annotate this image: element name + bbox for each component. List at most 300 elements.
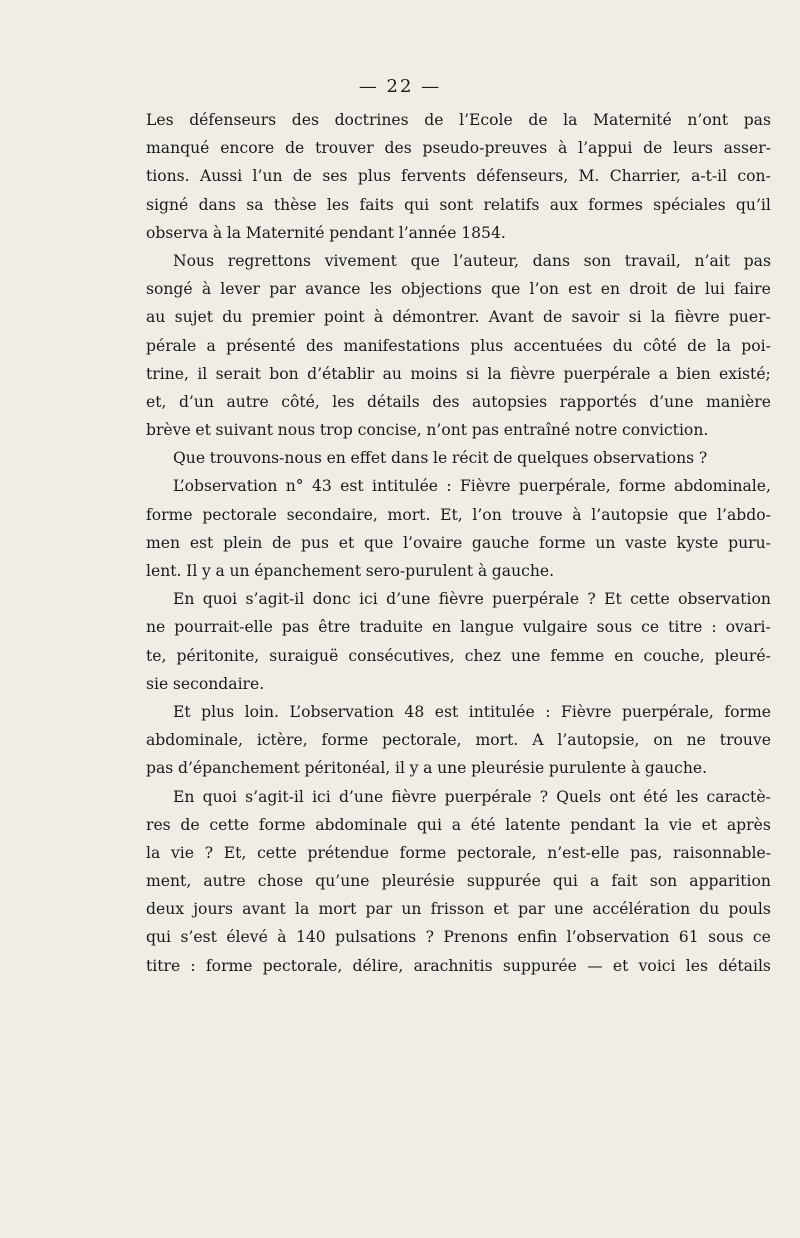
page-number: — 22 — bbox=[358, 76, 442, 97]
word: la bbox=[294, 900, 310, 919]
word: ont bbox=[609, 787, 636, 806]
word: l’on bbox=[472, 505, 502, 524]
word: la bbox=[716, 336, 731, 355]
word: épanchement bbox=[254, 562, 362, 580]
word: de bbox=[424, 111, 444, 129]
word: existé; bbox=[719, 364, 771, 383]
word: élevé bbox=[226, 928, 268, 947]
text-line bbox=[146, 783, 771, 811]
word: sero-purulent bbox=[365, 562, 474, 580]
word: abdominale, bbox=[674, 477, 771, 496]
word: l’un bbox=[252, 167, 283, 186]
word: abdominale bbox=[315, 815, 408, 834]
word: qui bbox=[552, 872, 578, 891]
word: trop bbox=[319, 421, 353, 440]
word: est bbox=[340, 477, 364, 496]
word: du bbox=[699, 900, 720, 919]
word: délire, bbox=[352, 956, 404, 975]
word: à bbox=[277, 928, 287, 947]
word: de bbox=[528, 111, 548, 129]
word: puerpérale, bbox=[518, 477, 611, 496]
word: et bbox=[195, 421, 211, 440]
word: loin. bbox=[244, 702, 280, 721]
word: puerpérale, bbox=[622, 702, 714, 721]
word: récit bbox=[451, 449, 489, 468]
word: dans bbox=[198, 195, 236, 214]
word: pus bbox=[301, 533, 330, 552]
text-line bbox=[146, 923, 771, 951]
word: 48 bbox=[404, 702, 425, 721]
word: forme bbox=[539, 533, 586, 552]
word: la bbox=[487, 364, 502, 383]
word: après bbox=[726, 815, 771, 834]
word: est bbox=[434, 702, 459, 721]
word: que bbox=[491, 280, 521, 299]
word: qui bbox=[146, 928, 172, 947]
word: manifestations bbox=[343, 336, 460, 355]
word: — bbox=[587, 956, 603, 975]
word: concise, bbox=[357, 421, 422, 440]
word: en bbox=[614, 646, 634, 665]
word: s’agit-il bbox=[245, 590, 305, 609]
word: a-t-il bbox=[691, 167, 728, 186]
word: été bbox=[643, 787, 669, 806]
word: pendant bbox=[570, 815, 636, 834]
word: Et bbox=[604, 590, 622, 609]
word: observa bbox=[146, 223, 209, 242]
word: une bbox=[437, 759, 467, 778]
word: être bbox=[318, 618, 351, 637]
word: si bbox=[628, 308, 642, 327]
word: nous bbox=[277, 421, 316, 440]
text-line bbox=[146, 557, 771, 585]
word: la bbox=[644, 815, 660, 834]
word: de bbox=[180, 815, 200, 834]
word: ? bbox=[425, 928, 434, 947]
word: ici bbox=[312, 787, 331, 806]
word: sous bbox=[708, 928, 744, 947]
word: pas bbox=[743, 251, 771, 270]
word: manqué bbox=[146, 139, 210, 158]
word: 1854. bbox=[461, 223, 506, 242]
word: pectorale bbox=[202, 505, 277, 524]
word: quoi bbox=[202, 590, 238, 609]
word: fervents bbox=[401, 167, 466, 186]
word: cette bbox=[630, 590, 670, 609]
word: l’on bbox=[529, 280, 559, 299]
word: on bbox=[653, 731, 673, 750]
text-line bbox=[146, 416, 771, 444]
word: L’observation bbox=[173, 477, 278, 496]
word: Et bbox=[173, 702, 191, 721]
word: autre bbox=[226, 392, 269, 411]
word: ce bbox=[752, 928, 771, 947]
word: quoi bbox=[202, 787, 237, 806]
word: intitulée bbox=[468, 702, 535, 721]
word: consécutives, bbox=[348, 646, 455, 665]
word: la bbox=[563, 111, 578, 129]
word: puerpérale bbox=[563, 364, 651, 383]
word: une bbox=[511, 646, 541, 665]
word: sie bbox=[146, 674, 169, 693]
word: chose bbox=[257, 872, 304, 891]
word: A bbox=[532, 731, 544, 750]
word: qu’il bbox=[735, 195, 771, 214]
word: de bbox=[643, 139, 663, 158]
word: vie bbox=[170, 843, 195, 862]
word: l’appui bbox=[578, 139, 633, 158]
word: Maternité bbox=[593, 111, 672, 129]
word: puerpérale bbox=[444, 787, 532, 806]
text-line bbox=[146, 867, 771, 895]
word: les bbox=[332, 392, 355, 411]
text-line bbox=[146, 670, 771, 698]
word: côté, bbox=[281, 392, 320, 411]
word: a bbox=[206, 336, 216, 355]
word: Fièvre bbox=[561, 702, 612, 721]
word: fait bbox=[611, 872, 638, 891]
word: bien bbox=[676, 364, 711, 383]
word: pectorale, bbox=[382, 731, 462, 750]
word: d’une bbox=[386, 590, 431, 609]
word: 43 bbox=[311, 477, 332, 496]
word: observation bbox=[678, 590, 771, 609]
word: péritonéal, bbox=[304, 759, 391, 778]
text-line bbox=[146, 754, 771, 782]
word: moins bbox=[410, 364, 458, 383]
word: signé bbox=[146, 195, 189, 214]
word: il bbox=[394, 759, 405, 778]
word: n° bbox=[285, 477, 304, 496]
word: rapportés bbox=[559, 392, 637, 411]
word: trouvons-nous bbox=[209, 449, 322, 468]
word: suppurée bbox=[502, 956, 577, 975]
word: plein bbox=[223, 533, 263, 552]
text-line bbox=[146, 529, 771, 557]
word: quelques bbox=[517, 449, 589, 468]
word: forme bbox=[321, 731, 369, 750]
word: pourrait-elle bbox=[174, 618, 273, 637]
word: autopsies bbox=[471, 392, 548, 411]
word: de bbox=[542, 308, 563, 327]
word: n’ait bbox=[694, 251, 731, 270]
word: de bbox=[285, 139, 305, 158]
word: en bbox=[431, 618, 452, 637]
word: leurs bbox=[673, 139, 713, 158]
text-line bbox=[146, 332, 771, 360]
word: côté bbox=[643, 336, 677, 355]
word: est bbox=[568, 280, 592, 299]
word: avance bbox=[305, 280, 361, 299]
word: Avant bbox=[488, 308, 534, 327]
word: d’épanchement bbox=[177, 759, 300, 778]
word: qui bbox=[404, 195, 430, 214]
word: pectorale, bbox=[456, 843, 537, 862]
word: travail, bbox=[624, 251, 681, 270]
word: et bbox=[493, 900, 509, 919]
text-line bbox=[146, 839, 771, 867]
word: 140 bbox=[295, 928, 326, 947]
word: pleurésie bbox=[381, 872, 455, 891]
word: des bbox=[291, 111, 319, 129]
word: Nous bbox=[173, 251, 215, 270]
text-line bbox=[146, 106, 771, 134]
word: plus bbox=[357, 167, 391, 186]
word: vaste bbox=[625, 533, 667, 552]
word: donc bbox=[312, 590, 351, 609]
word: kyste bbox=[676, 533, 719, 552]
word: sous bbox=[596, 618, 633, 637]
word: trouve bbox=[719, 731, 771, 750]
word: cette bbox=[257, 843, 297, 862]
word: : bbox=[545, 702, 551, 721]
word: à bbox=[373, 308, 384, 327]
text-line bbox=[146, 303, 771, 331]
word: n’est-elle bbox=[547, 843, 620, 862]
word: Charrier, bbox=[609, 167, 681, 186]
word: Les bbox=[146, 111, 174, 129]
word: purulente bbox=[548, 759, 627, 778]
word: par bbox=[518, 900, 545, 919]
text-line bbox=[146, 191, 771, 219]
word: savoir bbox=[571, 308, 620, 327]
word: si bbox=[465, 364, 479, 383]
word: voici bbox=[638, 956, 676, 975]
word: en bbox=[600, 280, 621, 299]
word: faire bbox=[734, 280, 771, 299]
word: : bbox=[711, 618, 717, 637]
word: Quels bbox=[556, 787, 602, 806]
word: pleuré- bbox=[714, 646, 771, 665]
word: te, bbox=[146, 646, 167, 665]
word: un bbox=[595, 533, 616, 552]
word: a bbox=[423, 759, 433, 778]
word: Que bbox=[173, 449, 206, 468]
word: son bbox=[649, 872, 678, 891]
word: par bbox=[365, 900, 393, 919]
word: est bbox=[189, 533, 214, 552]
word: femme bbox=[550, 646, 605, 665]
word: lui bbox=[704, 280, 725, 299]
word: suppurée bbox=[466, 872, 541, 891]
word: la bbox=[146, 843, 161, 862]
word: regrettons bbox=[227, 251, 312, 270]
word: brève bbox=[146, 421, 191, 440]
text-line bbox=[146, 613, 771, 641]
word: gauche. bbox=[644, 759, 708, 778]
word: : bbox=[446, 477, 452, 496]
word: l’Ecole bbox=[459, 111, 513, 129]
word: les bbox=[369, 280, 392, 299]
word: suraiguë bbox=[269, 646, 339, 665]
word: il bbox=[197, 364, 208, 383]
word: mort. bbox=[475, 731, 519, 750]
word: fièvre bbox=[674, 308, 720, 327]
word: res bbox=[146, 815, 171, 834]
word: ? bbox=[539, 787, 549, 806]
word: détails bbox=[367, 392, 420, 411]
word: vulgaire bbox=[522, 618, 588, 637]
word: y bbox=[201, 562, 211, 580]
word: notre bbox=[574, 421, 618, 440]
text-line bbox=[146, 642, 771, 670]
word: accélération bbox=[592, 900, 691, 919]
word: de bbox=[687, 336, 707, 355]
word: y bbox=[409, 759, 419, 778]
text-line bbox=[146, 895, 771, 923]
word: tions. bbox=[146, 167, 190, 186]
word: ici bbox=[359, 590, 378, 609]
word: s’est bbox=[180, 928, 217, 947]
text-line bbox=[146, 472, 771, 500]
word: qui bbox=[416, 815, 442, 834]
word: faits bbox=[359, 195, 394, 214]
word: formes bbox=[588, 195, 643, 214]
word: et bbox=[612, 956, 629, 975]
word: men bbox=[146, 533, 181, 552]
word: forme bbox=[258, 815, 306, 834]
word: 61 bbox=[678, 928, 699, 947]
text-line bbox=[146, 360, 771, 388]
word: au bbox=[146, 308, 166, 327]
word: de bbox=[493, 449, 513, 468]
word: défenseurs bbox=[189, 111, 277, 129]
word: Fièvre bbox=[459, 477, 511, 496]
word: a bbox=[658, 364, 669, 383]
text-line bbox=[146, 952, 771, 980]
word: et bbox=[701, 815, 718, 834]
word: forme bbox=[619, 477, 666, 496]
word: présenté bbox=[226, 336, 296, 355]
word: cette bbox=[209, 815, 250, 834]
word: vivement bbox=[324, 251, 397, 270]
word: encore bbox=[220, 139, 275, 158]
word: à bbox=[201, 280, 212, 299]
word: l’auteur, bbox=[453, 251, 520, 270]
word: songé bbox=[146, 280, 193, 299]
word: a bbox=[215, 562, 225, 580]
word: langue bbox=[460, 618, 514, 637]
word: n’ont bbox=[426, 421, 468, 440]
word: que bbox=[364, 533, 394, 552]
word: deux bbox=[146, 900, 185, 919]
word: autre bbox=[203, 872, 246, 891]
word: en bbox=[326, 449, 346, 468]
word: forme bbox=[146, 505, 193, 524]
word: En bbox=[173, 787, 195, 806]
word: trouver bbox=[315, 139, 374, 158]
text-line bbox=[146, 811, 771, 839]
word: pas bbox=[471, 421, 500, 440]
word: secondaire. bbox=[172, 674, 265, 693]
word: pectorale, bbox=[262, 956, 343, 975]
word: d’une bbox=[649, 392, 694, 411]
word: de bbox=[292, 167, 313, 186]
word: vie bbox=[668, 815, 692, 834]
word: poi- bbox=[741, 336, 771, 355]
word: Il bbox=[186, 562, 198, 580]
word: l’ovaire bbox=[403, 533, 463, 552]
word: pérale bbox=[146, 336, 197, 355]
word: frisson bbox=[430, 900, 485, 919]
word: pulsations bbox=[335, 928, 417, 947]
word: serait bbox=[215, 364, 261, 383]
word: fièvre bbox=[391, 787, 437, 806]
word: démontrer. bbox=[392, 308, 480, 327]
word: été bbox=[470, 815, 496, 834]
word: à bbox=[477, 562, 488, 580]
word: qu’une bbox=[315, 872, 370, 891]
word: plus bbox=[201, 702, 235, 721]
word: à bbox=[212, 223, 223, 242]
word: sa bbox=[246, 195, 264, 214]
word: les bbox=[685, 956, 708, 975]
word: plus bbox=[470, 336, 504, 355]
word: prétendue bbox=[307, 843, 389, 862]
word: premier bbox=[251, 308, 315, 327]
word: à bbox=[630, 759, 641, 778]
word: et, bbox=[146, 392, 167, 411]
word: par bbox=[269, 280, 296, 299]
word: enfin bbox=[517, 928, 558, 947]
word: En bbox=[173, 590, 195, 609]
word: accentuées bbox=[513, 336, 603, 355]
word: aux bbox=[549, 195, 578, 214]
word: entraîné bbox=[503, 421, 571, 440]
word: chez bbox=[464, 646, 502, 665]
word: titre bbox=[668, 618, 703, 637]
word: arachnitis bbox=[413, 956, 493, 975]
word: apparition bbox=[689, 872, 771, 891]
word: conviction. bbox=[621, 421, 709, 440]
word: objections bbox=[401, 280, 482, 299]
word: M. bbox=[578, 167, 600, 186]
word: l’abdo- bbox=[717, 505, 771, 524]
word: du bbox=[612, 336, 633, 355]
word: avant bbox=[242, 900, 286, 919]
word: les bbox=[326, 195, 350, 214]
word: droit bbox=[629, 280, 668, 299]
word: suivant bbox=[215, 421, 273, 440]
word: traduite bbox=[359, 618, 423, 637]
text-line bbox=[146, 162, 771, 190]
word: bon bbox=[269, 364, 299, 383]
word: ? bbox=[587, 590, 596, 609]
word: puerpérale bbox=[492, 590, 580, 609]
word: relatifs bbox=[483, 195, 540, 214]
word: au bbox=[382, 364, 402, 383]
word: asser- bbox=[723, 139, 771, 158]
word: détails bbox=[718, 956, 771, 975]
word: pas, bbox=[630, 843, 663, 862]
word: point bbox=[323, 308, 365, 327]
word: des bbox=[432, 392, 460, 411]
word: mort bbox=[318, 900, 357, 919]
text-line bbox=[146, 134, 771, 162]
word: doctrines bbox=[334, 111, 409, 129]
word: titre bbox=[146, 956, 181, 975]
word: lent. bbox=[146, 562, 182, 580]
word: gauche bbox=[471, 533, 530, 552]
word: pas bbox=[146, 759, 174, 778]
word: latente bbox=[505, 815, 561, 834]
word: fièvre bbox=[509, 364, 556, 383]
word: intitulée bbox=[371, 477, 439, 496]
word: les bbox=[676, 787, 699, 806]
word: son bbox=[583, 251, 612, 270]
word: jours bbox=[193, 900, 233, 919]
word: pendant bbox=[329, 223, 395, 242]
